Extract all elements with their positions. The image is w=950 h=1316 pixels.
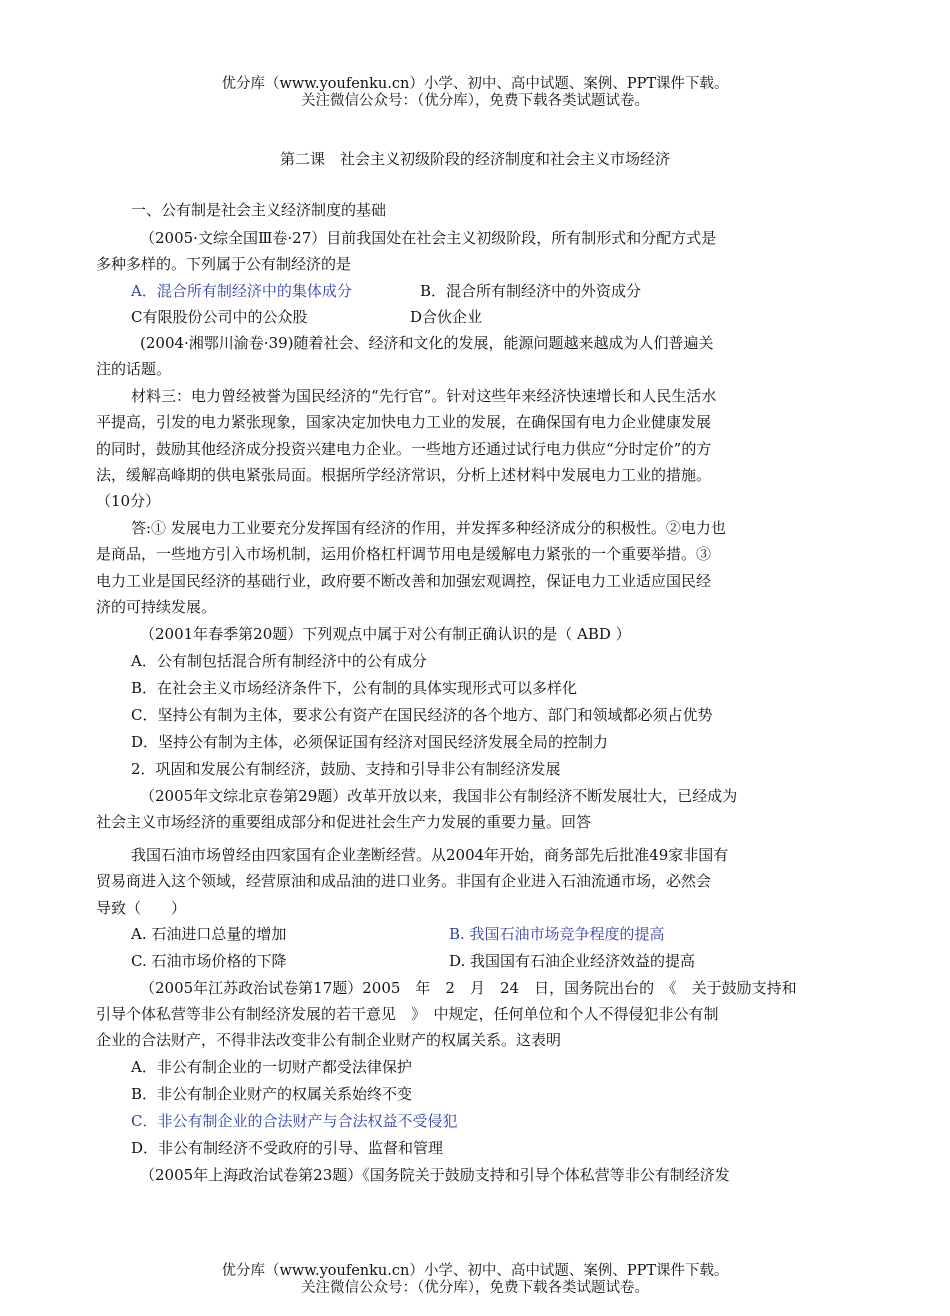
lesson-title: 第二课 社会主义初级阶段的经济制度和社会主义市场经济 xyxy=(279,150,670,168)
q5-option-d: D．非公有制经济不受政府的引导、监督和管理 xyxy=(131,1139,444,1157)
q3-option-d: D．坚持公有制为主体，必须保证国有经济对国民经济发展全局的控制力 xyxy=(131,733,609,751)
q5-option-a: A．非公有制企业的一切财产都受法律保护 xyxy=(131,1058,412,1076)
footer-line-2: 关注微信公众号：（优分库），免费下载各类试题试卷。 xyxy=(301,1280,649,1296)
q1-option-c: C有限股份公司中的公众股 xyxy=(131,308,308,326)
q2-stem-2: 注的话题。 xyxy=(96,360,172,378)
q1-stem-2: 多种多样的。下列属于公有制经济的是 xyxy=(96,255,352,273)
q4-stem-4: 贸易商进入这个领域，经营原油和成品油的进口业务。非国有企业进入石油流通市场，必然会 xyxy=(96,872,712,890)
footer-line-1: 优分库（www.youfenku.cn）小学、初中、高中试题、案例、PPT课件下载。 xyxy=(221,1263,729,1279)
q2-answer-4: 济的可持续发展。 xyxy=(96,598,217,616)
q5-stem-3: 企业的合法财产，不得非法改变非公有制企业财产的权属关系。这表明 xyxy=(96,1031,562,1049)
q1-option-d: D合伙企业 xyxy=(410,308,483,326)
q4-stem-2: 社会主义市场经济的重要组成部分和促进社会生产力发展的重要力量。回答 xyxy=(96,813,592,831)
q2-material-3: 的同时，鼓励其他经济成分投资兴建电力企业。一些地方还通过试行电力供应“分时定价”的方 xyxy=(96,440,712,458)
q4-option-b: B. 我国石油市场竞争程度的提高 xyxy=(449,925,665,943)
q6-stem-1: （2005年上海政治试卷第23题）《国务院关于鼓励支持和引导个体私营等非公有制经济发 xyxy=(140,1166,730,1184)
q5-option-b: B．非公有制企业财产的权属关系始终不变 xyxy=(131,1085,413,1103)
q2-answer-3: 电力工业是国民经济的基础行业，政府要不断改善和加强宏观调控，保证电力工业适应国民经 xyxy=(96,572,712,590)
q3-option-b: B．在社会主义市场经济条件下，公有制的具体实现形式可以多样化 xyxy=(131,679,578,697)
q2-stem-1: (2004·湘鄂川渝卷·39)随着社会、经济和文化的发展，能源问题越来越成为人们普遍关 xyxy=(140,334,714,352)
q2-answer-1: 答:① 发展电力工业要充分发挥国有经济的作用，并发挥多种经济成分的积极性。②电力也 xyxy=(131,519,726,537)
q1-option-b: B．混合所有制经济中的外资成分 xyxy=(420,282,642,300)
q4-option-a: A. 石油进口总量的增加 xyxy=(131,925,287,943)
q4-stem-3: 我国石油市场曾经由四家国有企业垄断经营。从2004年开始，商务部先后批准49家非国有 xyxy=(131,846,729,864)
q2-material-2: 平提高，引发的电力紧张现象，国家决定加快电力工业的发展，在确保国有电力企业健康发展 xyxy=(96,413,712,431)
q5-stem-1: （2005年江苏政治试卷第17题）2005 年 2 月 24 日，国务院出台的 《 关于鼓励支持和 xyxy=(140,979,797,997)
section-heading-2: 2．巩固和发展公有制经济，鼓励、支持和引导非公有制经济发展 xyxy=(131,760,561,778)
q4-option-d: D. 我国国有石油企业经济效益的提高 xyxy=(449,952,696,970)
q1-stem-1: （2005·文综全国Ⅲ卷·27）目前我国处在社会主义初级阶段，所有制形式和分配方式是 xyxy=(140,229,717,247)
q4-stem-5: 导致（ ） xyxy=(96,899,187,917)
q5-stem-2: 引导个体私营等非公有制经济发展的若干意见 》 中规定，任何单位和个人不得侵犯非公有制 xyxy=(96,1005,719,1023)
q5-option-c: C．非公有制企业的合法财产与合法权益不受侵犯 xyxy=(131,1112,458,1130)
page-header xyxy=(0,76,950,110)
q4-option-c: C. 石油市场价格的下降 xyxy=(131,952,287,970)
q3-option-a: A．公有制包括混合所有制经济中的公有成分 xyxy=(131,652,427,670)
header-line-1: 优分库（www.youfenku.cn）小学、初中、高中试题、案例、PPT课件下载。 xyxy=(221,76,729,92)
header-line-2: 关注微信公众号：（优分库），免费下载各类试题试卷。 xyxy=(301,93,649,109)
q2-material-1: 材料三：电力曾经被誉为国民经济的“先行官”。针对这些年来经济快速增长和人民生活水 xyxy=(131,387,717,405)
q3-option-c: C．坚持公有制为主体，要求公有资产在国民经济的各个地方、部门和领域都必须占优势 xyxy=(131,706,713,724)
q2-material-4: 法，缓解高峰期的供电紧张局面。根据所学经济常识，分析上述材料中发展电力工业的措施。 xyxy=(96,466,712,484)
q4-stem-1: （2005年文综北京卷第29题）改革开放以来，我国非公有制经济不断发展壮大，已经成为 xyxy=(140,787,738,805)
page-footer xyxy=(0,1263,950,1297)
q1-option-a: A．混合所有制经济中的集体成分 xyxy=(131,282,352,300)
q3-stem: （2001年春季第20题）下列观点中属于对公有制正确认识的是（ ABD ） xyxy=(140,625,631,643)
q2-material-5: （10分） xyxy=(96,492,161,510)
q2-answer-2: 是商品，一些地方引入市场机制，运用价格杠杆调节用电是缓解电力紧张的一个重要举措。③ xyxy=(96,545,712,563)
section-heading-1: 一、公有制是社会主义经济制度的基础 xyxy=(131,201,387,219)
